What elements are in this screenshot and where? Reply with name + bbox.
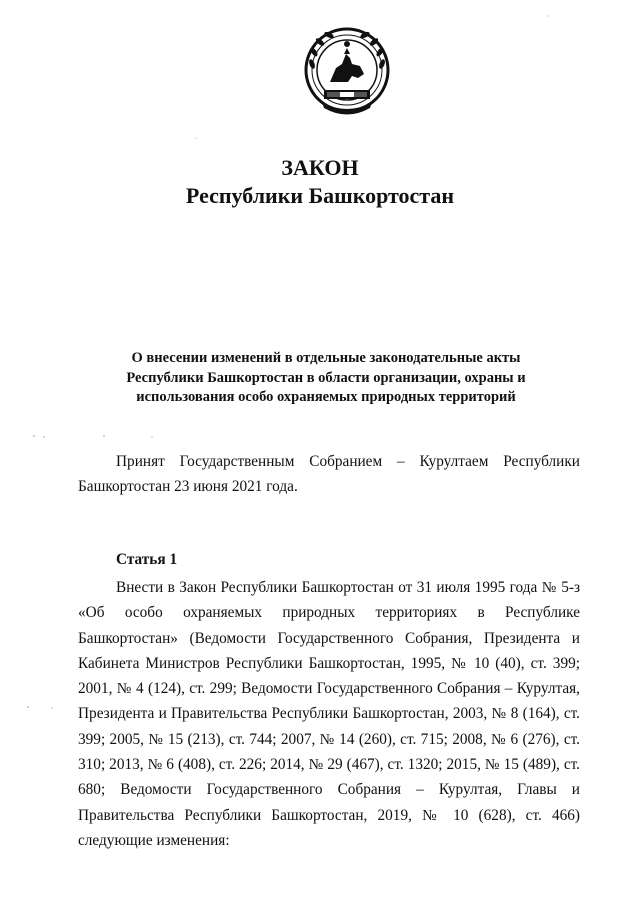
law-subtitle: Республики Башкортостан: [185, 183, 455, 208]
law-name: О внесении изменений в отдельные законодательные акты Республики Башкортостан в области организации, охраны и использования особо охраняемых природных территорий: [126, 350, 526, 405]
law-title: ЗАКОН: [281, 155, 359, 180]
coat-of-arms-icon: [300, 24, 394, 122]
adoption-paragraph: Принят Государственным Собранием – Курултаем Республики Башкортостан 23 июня 2021 года.: [78, 453, 580, 496]
article-body: Внести в Закон Республики Башкортостан от 31 июля 1995 года № 5-з «Об особо охраняемых природных территориях в Республике Башкортостан» (Ведомости Государственного Собрания, Президента и Кабинета Министров Республики Башкортостан, 1995, № 10 (40), ст. 399; 2001, № 4 (124), ст. 299; Ведомости Государственного Собрания – Курултая, Президента и Правительства Республики Башкортостан, 2003, № 8 (164), ст. 399; 2005, № 15 (213), ст. 744; 2007, № 14 (260), ст. 715; 2008, № 6 (276), ст. 310; 2013, № 6 (408), ст. 226; 2014, № 29 (467), ст. 1320; 2015, № 15 (489), ст. 680; Ведомости Государственного Собрания – Курултая, Главы и Правительства Республики Башкортостан, 2019, № 10 (628), ст. 466) следующие изменения:: [78, 579, 580, 849]
article-heading: Статья 1: [116, 551, 178, 568]
